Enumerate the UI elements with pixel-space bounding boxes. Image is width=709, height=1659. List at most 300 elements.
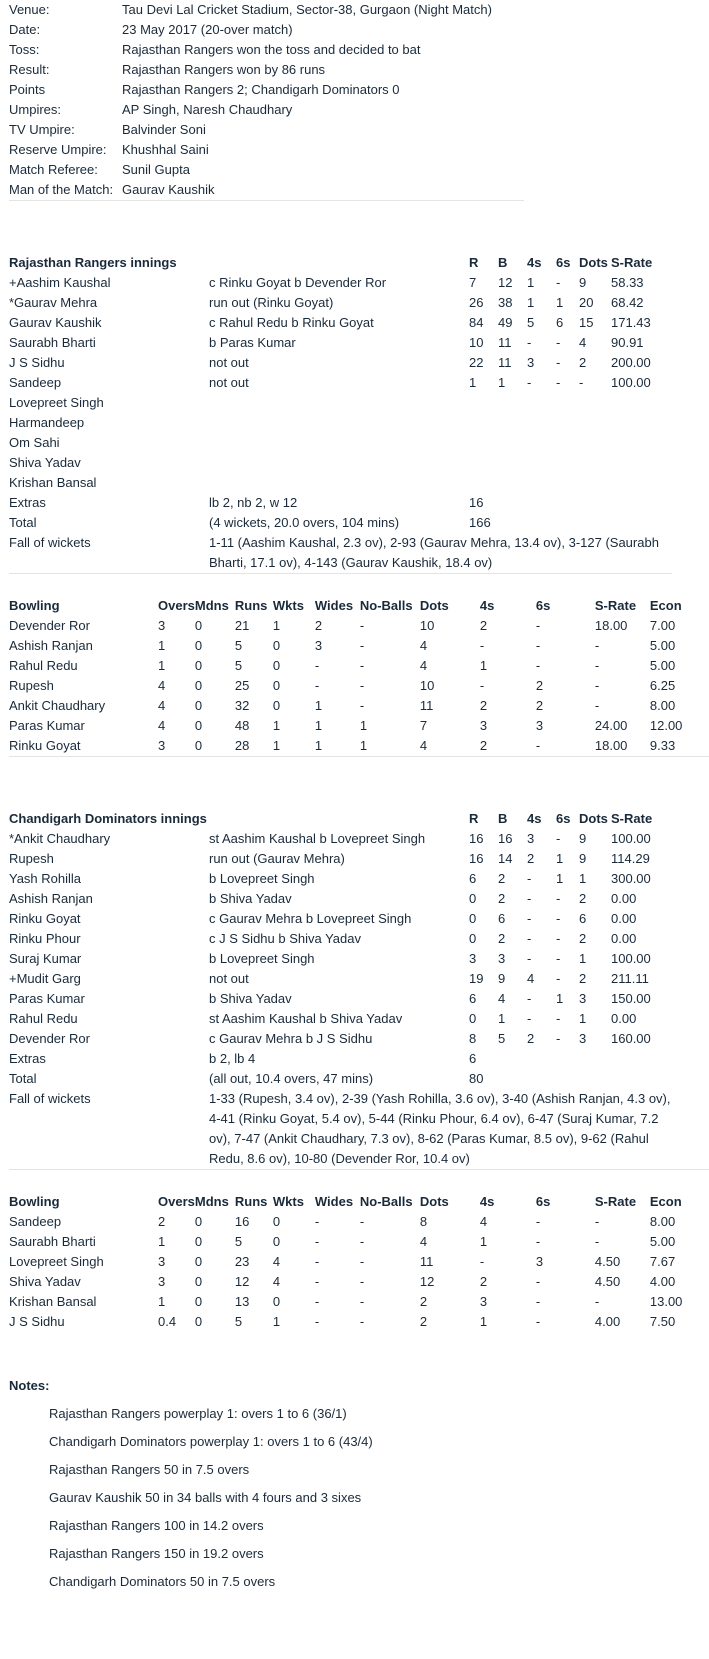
overs: 3 xyxy=(158,1254,166,1269)
match-info-value: Sunil Gupta xyxy=(122,162,190,177)
bowling-row xyxy=(9,1232,682,1252)
wides: 1 xyxy=(314,698,323,713)
sixes: - xyxy=(535,1314,541,1329)
bowling-column-header: Econ xyxy=(649,598,682,613)
wickets: 0 xyxy=(272,678,281,693)
empty-cell xyxy=(579,1049,611,1069)
dots: 4 xyxy=(419,638,428,653)
match-info-row xyxy=(9,120,492,140)
runs: 6 xyxy=(469,991,477,1006)
sixes: - xyxy=(556,375,561,390)
wickets: 1 xyxy=(272,738,281,753)
fours: 3 xyxy=(527,355,535,370)
balls: 2 xyxy=(498,931,506,946)
total-label: Total xyxy=(9,515,37,530)
sixes: - xyxy=(556,355,561,370)
overs: 3 xyxy=(158,1274,166,1289)
balls: 5 xyxy=(498,1031,506,1046)
batter-name: Rinku Goyat xyxy=(9,911,81,926)
strike-rate: 200.00 xyxy=(611,355,651,370)
match-info-value: AP Singh, Naresh Chaudhary xyxy=(122,102,293,117)
economy: 7.67 xyxy=(649,1254,676,1269)
strike-rate: 58.33 xyxy=(611,275,644,290)
innings1-section xyxy=(9,253,709,574)
dots: 2 xyxy=(419,1294,428,1309)
fours: - xyxy=(527,375,532,390)
match-info-table xyxy=(9,0,492,200)
runs: 0 xyxy=(469,911,477,926)
bowler-name: Rinku Goyat xyxy=(9,738,81,753)
fours: 1 xyxy=(527,275,535,290)
dots: 1 xyxy=(579,871,587,886)
runs: 22 xyxy=(469,355,484,370)
batting-row xyxy=(9,473,671,493)
wickets: 0 xyxy=(272,698,281,713)
runs: 16 xyxy=(469,851,484,866)
no-balls: - xyxy=(359,658,365,673)
dots: 1 xyxy=(579,1011,587,1026)
runs: 6 xyxy=(469,871,477,886)
wickets: 4 xyxy=(272,1274,281,1289)
batting-row xyxy=(9,849,671,869)
strike-rate: 0.00 xyxy=(611,1011,637,1026)
no-balls: - xyxy=(359,1294,365,1309)
fall-of-wickets-row xyxy=(9,1089,671,1169)
economy: 5.00 xyxy=(649,638,676,653)
sixes: 6 xyxy=(556,315,564,330)
bowler-name: Lovepreet Singh xyxy=(9,1254,104,1269)
innings1-batting-table xyxy=(9,253,671,573)
dismissal xyxy=(209,413,469,433)
runs: 25 xyxy=(234,678,250,693)
batter-name: *Gaurav Mehra xyxy=(9,295,98,310)
runs: 5 xyxy=(234,1314,243,1329)
runs: 7 xyxy=(469,275,477,290)
sixes: 2 xyxy=(535,698,544,713)
runs: 13 xyxy=(234,1294,250,1309)
bowling-column-header: Runs xyxy=(234,598,268,613)
bowling2-section xyxy=(9,1192,709,1332)
maidens: 0 xyxy=(194,1274,203,1289)
runs: 12 xyxy=(234,1274,250,1289)
sixes xyxy=(556,453,579,473)
fours: 3 xyxy=(527,831,535,846)
bowling-column-header: Runs xyxy=(234,1194,268,1209)
empty-cell xyxy=(556,513,579,533)
bowling-row xyxy=(9,1212,682,1232)
dismissal: c Gaurav Mehra b Lovepreet Singh xyxy=(209,911,412,926)
wides: - xyxy=(314,1294,320,1309)
strike-rate: 114.29 xyxy=(611,851,650,866)
sixes xyxy=(556,393,579,413)
balls xyxy=(498,453,527,473)
bowling-row xyxy=(9,1252,682,1272)
batting-row xyxy=(9,989,671,1009)
maidens: 0 xyxy=(194,618,203,633)
strike-rate xyxy=(611,433,671,453)
bowling-column-header: S-Rate xyxy=(594,598,637,613)
batting-column-header: 4s xyxy=(527,255,542,270)
fours: 4 xyxy=(479,1214,488,1229)
batter-name: Gaurav Kaushik xyxy=(9,315,102,330)
fours: 2 xyxy=(479,618,488,633)
bowling-column-header: Dots xyxy=(419,598,449,613)
batting-column-header: R xyxy=(469,255,479,270)
match-info-value: Balvinder Soni xyxy=(122,122,206,137)
balls: 49 xyxy=(498,315,513,330)
bowling-column-header: Econ xyxy=(649,1194,682,1209)
overs: 0.4 xyxy=(158,1314,177,1329)
batting-row xyxy=(9,909,671,929)
no-balls: 1 xyxy=(359,718,368,733)
runs: 1 xyxy=(469,375,477,390)
batting-row xyxy=(9,929,671,949)
total-label: Total xyxy=(9,1071,37,1086)
wickets: 0 xyxy=(272,1234,281,1249)
bowling-column-header: Overs xyxy=(158,1194,195,1209)
empty-cell xyxy=(611,513,671,533)
wides: - xyxy=(314,658,320,673)
empty-cell xyxy=(498,1069,527,1089)
fours: 2 xyxy=(479,1274,488,1289)
fours xyxy=(527,413,556,433)
batting-column-header: 4s xyxy=(527,811,542,826)
runs: 19 xyxy=(469,971,484,986)
dots: 6 xyxy=(579,911,587,926)
strike-rate: 18.00 xyxy=(594,738,628,753)
sixes: - xyxy=(556,1011,561,1026)
fours: - xyxy=(527,335,532,350)
extras-detail: lb 2, nb 2, w 12 xyxy=(209,495,298,510)
runs xyxy=(469,393,498,413)
sixes: - xyxy=(556,335,561,350)
match-info-row xyxy=(9,180,492,200)
dots: 10 xyxy=(419,678,435,693)
strike-rate xyxy=(611,473,671,493)
bowler-name: Ankit Chaudhary xyxy=(9,698,106,713)
total-runs: 166 xyxy=(469,515,491,530)
strike-rate: - xyxy=(594,638,600,653)
batting-row xyxy=(9,333,671,353)
runs: 10 xyxy=(469,335,484,350)
sixes: - xyxy=(556,951,561,966)
match-info-value: Khushhal Saini xyxy=(122,142,209,157)
dismissal: c Rinku Goyat b Devender Ror xyxy=(209,275,387,290)
batting-row xyxy=(9,293,671,313)
empty-cell xyxy=(611,1049,671,1069)
bowler-name: Rahul Redu xyxy=(9,658,78,673)
sixes: 1 xyxy=(556,991,564,1006)
empty-cell xyxy=(527,513,556,533)
runs xyxy=(469,453,498,473)
fours: 3 xyxy=(479,718,488,733)
no-balls: 1 xyxy=(359,738,368,753)
dots: 2 xyxy=(579,971,587,986)
wides: 2 xyxy=(314,618,323,633)
empty-cell xyxy=(527,1069,556,1089)
match-info-value: Tau Devi Lal Cricket Stadium, Sector-38, Gurgaon (Night Match) xyxy=(122,2,492,17)
batting-row xyxy=(9,889,671,909)
bowling-row xyxy=(9,1292,682,1312)
fours: 1 xyxy=(479,658,488,673)
wickets: 0 xyxy=(272,658,281,673)
sixes: 3 xyxy=(535,1254,544,1269)
sixes: 1 xyxy=(556,295,564,310)
fours xyxy=(527,453,556,473)
match-info-value: Rajasthan Rangers won the toss and decided to bat xyxy=(122,42,421,57)
note-item: Gaurav Kaushik 50 in 34 balls with 4 fours and 3 sixes xyxy=(49,1490,362,1505)
batting-column-header: B xyxy=(498,255,508,270)
dots: 3 xyxy=(579,1031,587,1046)
bowling2-table xyxy=(9,1192,682,1332)
match-info-value: Rajasthan Rangers 2; Chandigarh Dominators 0 xyxy=(122,82,400,97)
strike-rate: 100.00 xyxy=(611,951,651,966)
batting-row xyxy=(9,949,671,969)
batter-name: *Ankit Chaudhary xyxy=(9,831,111,846)
fours: 4 xyxy=(527,971,535,986)
note-item: Chandigarh Dominators 50 in 7.5 overs xyxy=(49,1574,276,1589)
runs: 48 xyxy=(234,718,250,733)
maidens: 0 xyxy=(194,1214,203,1229)
economy: 13.00 xyxy=(649,1294,683,1309)
dismissal: st Aashim Kaushal b Shiva Yadav xyxy=(209,1011,403,1026)
match-info-row xyxy=(9,140,492,160)
dots: 8 xyxy=(419,1214,428,1229)
fours: - xyxy=(527,891,532,906)
match-info-value: Rajasthan Rangers won by 86 runs xyxy=(122,62,326,77)
batter-name: Devender Ror xyxy=(9,1031,90,1046)
empty-cell xyxy=(556,1069,579,1089)
dots: 11 xyxy=(419,1254,434,1269)
balls: 2 xyxy=(498,891,506,906)
sixes: - xyxy=(556,831,561,846)
overs: 4 xyxy=(158,678,166,693)
fours: 1 xyxy=(527,295,535,310)
dismissal: st Aashim Kaushal b Lovepreet Singh xyxy=(209,831,426,846)
note-item: Rajasthan Rangers powerplay 1: overs 1 to 6 (36/1) xyxy=(49,1406,347,1421)
fours: 2 xyxy=(527,1031,535,1046)
fall-of-wickets-label: Fall of wickets xyxy=(9,535,91,550)
match-info-label: Date: xyxy=(9,22,41,37)
bowler-name: Saurabh Bharti xyxy=(9,1234,96,1249)
balls: 6 xyxy=(498,911,506,926)
fours: 1 xyxy=(479,1314,488,1329)
bowling-column-header: Mdns xyxy=(194,598,229,613)
bowling-column-header: No-Balls xyxy=(359,598,413,613)
sixes: - xyxy=(535,1274,541,1289)
strike-rate: - xyxy=(594,658,600,673)
economy: 9.33 xyxy=(649,738,676,753)
overs: 4 xyxy=(158,718,166,733)
wides: 3 xyxy=(314,638,323,653)
balls: 4 xyxy=(498,991,506,1006)
bowler-name: Rupesh xyxy=(9,678,54,693)
batter-name: Suraj Kumar xyxy=(9,951,82,966)
dots xyxy=(579,413,611,433)
runs: 23 xyxy=(234,1254,250,1269)
maidens: 0 xyxy=(194,678,203,693)
bowling-column-header: Overs xyxy=(158,598,195,613)
overs: 4 xyxy=(158,698,166,713)
batting-row xyxy=(9,433,671,453)
overs: 3 xyxy=(158,618,166,633)
economy: 6.25 xyxy=(649,678,676,693)
dots: 9 xyxy=(579,851,587,866)
wickets: 0 xyxy=(272,1214,281,1229)
bowling1-table xyxy=(9,596,682,756)
batter-name: Ashish Ranjan xyxy=(9,891,93,906)
maidens: 0 xyxy=(194,738,203,753)
sixes: - xyxy=(535,1214,541,1229)
wides: 1 xyxy=(314,738,323,753)
match-info-label: Umpires: xyxy=(9,102,62,117)
balls xyxy=(498,473,527,493)
strike-rate: - xyxy=(594,1294,600,1309)
fall-of-wickets-detail: 1-33 (Rupesh, 3.4 ov), 2-39 (Yash Rohilla, 3.6 ov), 3-40 (Ashish Ranjan, 4.3 ov), 4-41 (Rinku Goyat, 5.4 ov), 5-44 (Rinku Phour, 6.4 ov), 6-47 (Suraj Kumar, 7.2 ov), 7-47 (Ankit Chaudhary, 7.3 ov), 8-62 (Paras Kumar, 8.5 ov), 9-62 (Rahul Redu, 8.6 ov), 10-80 (Devender Ror, 10.4 ov) xyxy=(209,1091,671,1166)
batter-name: Paras Kumar xyxy=(9,991,85,1006)
no-balls: - xyxy=(359,1254,365,1269)
fours: - xyxy=(479,638,485,653)
balls: 9 xyxy=(498,971,506,986)
strike-rate: 18.00 xyxy=(594,618,628,633)
economy: 7.00 xyxy=(649,618,676,633)
wickets: 1 xyxy=(272,618,281,633)
bowler-name: Shiva Yadav xyxy=(9,1274,81,1289)
strike-rate: 68.42 xyxy=(611,295,644,310)
dots: 3 xyxy=(579,991,587,1006)
bowler-name: Ashish Ranjan xyxy=(9,638,93,653)
total-runs: 80 xyxy=(469,1071,484,1086)
bowling-column-header: No-Balls xyxy=(359,1194,413,1209)
batting-row xyxy=(9,393,671,413)
batting-row xyxy=(9,353,671,373)
runs: 84 xyxy=(469,315,484,330)
no-balls: - xyxy=(359,1214,365,1229)
dots: - xyxy=(579,375,584,390)
empty-cell xyxy=(579,513,611,533)
batting-row xyxy=(9,313,671,333)
strike-rate: 171.43 xyxy=(611,315,651,330)
match-info-label: Toss: xyxy=(9,42,40,57)
empty-cell xyxy=(611,493,671,513)
dots: 2 xyxy=(579,931,587,946)
batting-column-header: S-Rate xyxy=(611,255,653,270)
maidens: 0 xyxy=(194,1294,203,1309)
balls: 3 xyxy=(498,951,506,966)
batting-row xyxy=(9,1029,671,1049)
bowling-column-header: Mdns xyxy=(194,1194,229,1209)
dismissal: not out xyxy=(209,971,249,986)
dots: 11 xyxy=(419,698,434,713)
no-balls: - xyxy=(359,1314,365,1329)
sixes: - xyxy=(556,911,561,926)
runs: 0 xyxy=(469,931,477,946)
batter-name: Harmandeep xyxy=(9,415,85,430)
dots: 4 xyxy=(419,738,428,753)
sixes: - xyxy=(556,891,561,906)
extras-detail: b 2, lb 4 xyxy=(209,1051,256,1066)
fours: - xyxy=(527,1011,532,1026)
fours: - xyxy=(527,951,532,966)
fours: - xyxy=(527,911,532,926)
bowler-name: Krishan Bansal xyxy=(9,1294,97,1309)
wickets: 0 xyxy=(272,1294,281,1309)
dismissal-header xyxy=(209,809,469,829)
fours: 2 xyxy=(479,738,488,753)
bowling-column-header: Wkts xyxy=(272,1194,304,1209)
economy: 8.00 xyxy=(649,698,676,713)
match-info-value: Gaurav Kaushik xyxy=(122,182,215,197)
dismissal: run out (Rinku Goyat) xyxy=(209,295,334,310)
match-info-row xyxy=(9,80,492,100)
note-item: Rajasthan Rangers 50 in 7.5 overs xyxy=(49,1462,250,1477)
fall-of-wickets-detail: 1-11 (Aashim Kaushal, 2.3 ov), 2-93 (Gaurav Mehra, 13.4 ov), 3-127 (Saurabh Bharti, 17.1 ov), 4-143 (Gaurav Kaushik, 18.4 ov) xyxy=(209,535,659,570)
runs xyxy=(469,413,498,433)
dots: 2 xyxy=(579,355,587,370)
batter-name: Yash Rohilla xyxy=(9,871,82,886)
empty-cell xyxy=(556,493,579,513)
bowling-column-header: Wides xyxy=(314,598,354,613)
notes-title: Notes: xyxy=(9,1378,50,1393)
maidens: 0 xyxy=(194,1254,203,1269)
no-balls: - xyxy=(359,698,365,713)
wides: - xyxy=(314,1214,320,1229)
sixes: - xyxy=(556,931,561,946)
bowling-column-header: S-Rate xyxy=(594,1194,637,1209)
dismissal: not out xyxy=(209,375,249,390)
batter-name: +Mudit Garg xyxy=(9,971,81,986)
extras-runs: 6 xyxy=(469,1051,477,1066)
notes-list xyxy=(9,1404,709,1592)
runs xyxy=(469,433,498,453)
dismissal: c Gaurav Mehra b J S Sidhu xyxy=(209,1031,373,1046)
runs: 0 xyxy=(469,1011,477,1026)
balls xyxy=(498,433,527,453)
bowling-column-header: 6s xyxy=(535,598,551,613)
batting-header-row xyxy=(9,809,671,829)
wickets: 4 xyxy=(272,1254,281,1269)
bowling-header-row xyxy=(9,1192,682,1212)
overs: 1 xyxy=(158,658,166,673)
fours: - xyxy=(527,871,532,886)
note-item: Chandigarh Dominators powerplay 1: overs 1 to 6 (43/4) xyxy=(49,1434,373,1449)
dots: 9 xyxy=(579,831,587,846)
total-row xyxy=(9,1069,671,1089)
wides: 1 xyxy=(314,718,323,733)
batter-name: J S Sidhu xyxy=(9,355,65,370)
strike-rate: 4.00 xyxy=(594,1314,621,1329)
strike-rate xyxy=(611,413,671,433)
sixes xyxy=(556,413,579,433)
runs: 5 xyxy=(234,638,243,653)
sixes: - xyxy=(535,638,541,653)
fours xyxy=(527,393,556,413)
empty-cell xyxy=(498,1049,527,1069)
batter-name: Om Sahi xyxy=(9,435,60,450)
innings-title: Chandigarh Dominators innings xyxy=(9,811,207,826)
strike-rate: 150.00 xyxy=(611,991,651,1006)
maidens: 0 xyxy=(194,718,203,733)
bowling-row xyxy=(9,656,682,676)
batting-header-row xyxy=(9,253,671,273)
strike-rate: 4.50 xyxy=(594,1274,621,1289)
maidens: 0 xyxy=(194,1314,203,1329)
runs: 26 xyxy=(469,295,484,310)
batter-name: Rinku Phour xyxy=(9,931,81,946)
dismissal: b Shiva Yadav xyxy=(209,891,292,906)
strike-rate: 0.00 xyxy=(611,891,637,906)
batting-row xyxy=(9,373,671,393)
